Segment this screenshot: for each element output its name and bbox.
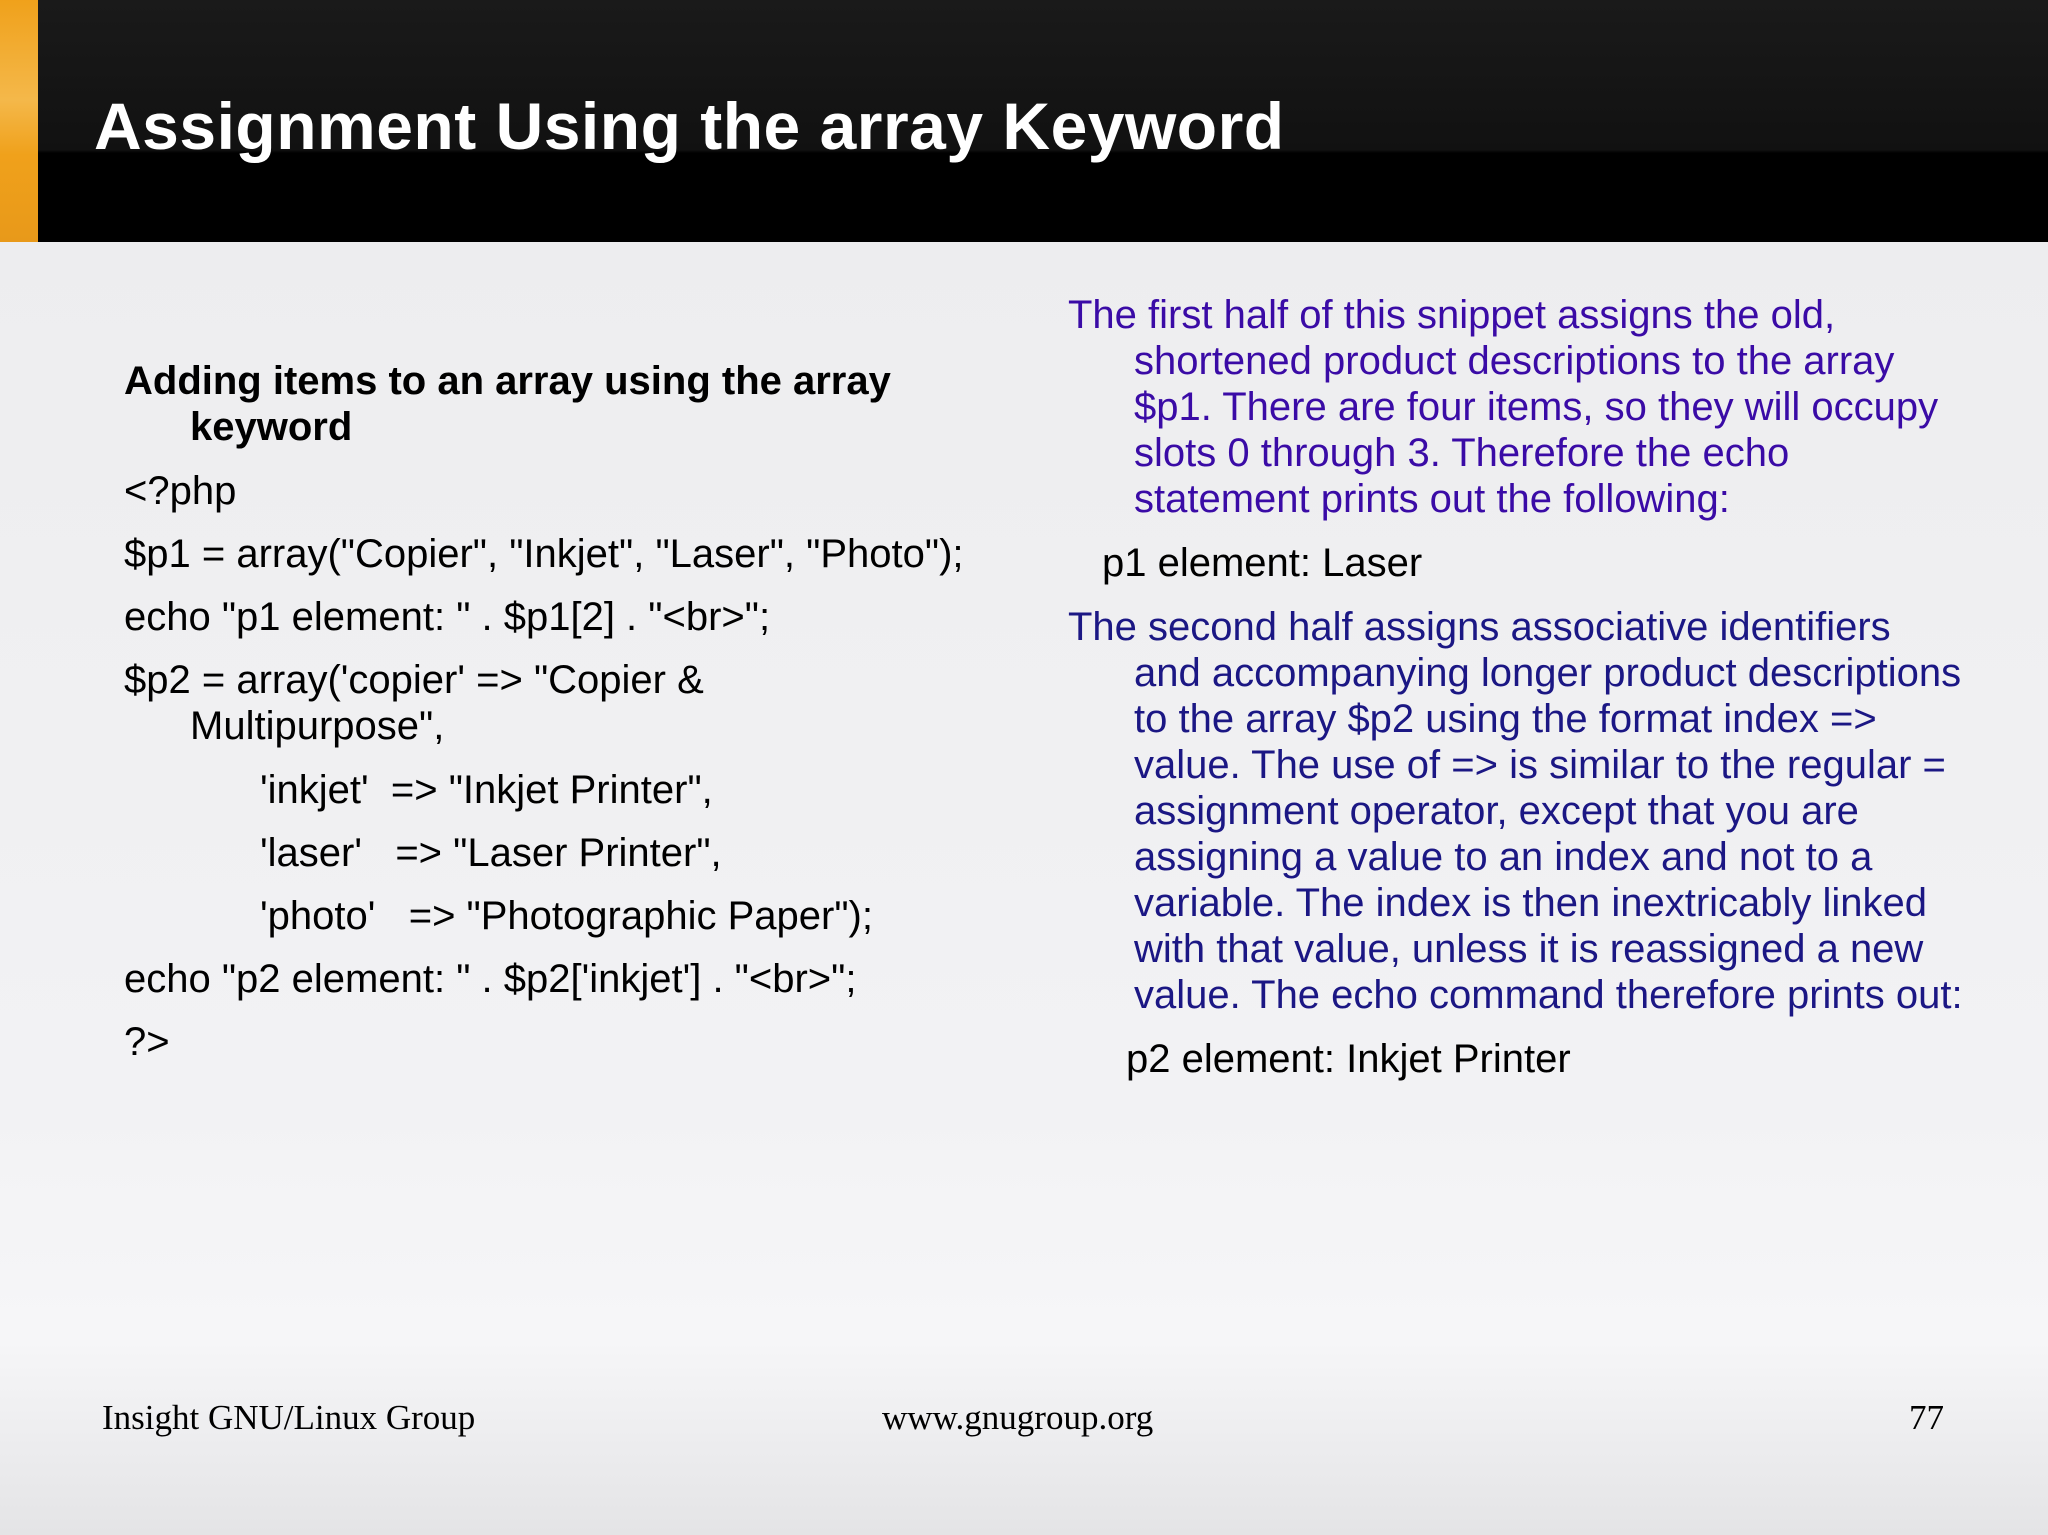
code-line: 'photo' => "Photographic Paper");	[260, 894, 873, 938]
code-line: $p2 = array('copier' => "Copier & Multipurpose",	[124, 658, 704, 748]
accent-bar	[0, 0, 38, 242]
code-line: ?>	[124, 1020, 170, 1064]
code-heading: Adding items to an array using the array keyword	[124, 359, 891, 449]
footer-organization: Insight GNU/Linux Group	[102, 1398, 476, 1437]
code-line: 'inkjet' => "Inkjet Printer",	[260, 768, 713, 812]
output-line-2: p2 element: Inkjet Printer	[1126, 1037, 1571, 1081]
explanation-paragraph-2: The second half assigns associative identifiers and accompanying longer product descriptions to the array $p2 using the format index => value. The use of => is similar to the regular = assignment operator, except that you are assigning a value to an index and not to a variable. The index is then inextricably linked with that value, unless it is reassigned a new value. The echo command therefore prints out:	[1068, 605, 1963, 1017]
code-line: <?php	[124, 469, 237, 513]
code-line: echo "p2 element: " . $p2['inkjet'] . "<br>";	[124, 957, 857, 1001]
page-number: 77	[1909, 1398, 1944, 1437]
output-line-1: p1 element: Laser	[1102, 541, 1423, 585]
slide-title: Assignment Using the array Keyword	[94, 89, 1285, 163]
code-line: echo "p1 element: " . $p1[2] . "<br>";	[124, 595, 771, 639]
explanation-column	[1068, 292, 1968, 1082]
code-line: $p1 = array("Copier", "Inkjet", "Laser", "Photo");	[124, 532, 964, 576]
code-line: 'laser' => "Laser Printer",	[260, 831, 722, 875]
explanation-paragraph-1: The first half of this snippet assigns the old, shortened product descriptions to the array $p1. There are four items, so they will occupy slots 0 through 3. Therefore the echo statement prints out the following:	[1068, 293, 1939, 521]
footer-website: www.gnugroup.org	[882, 1398, 1154, 1437]
code-column	[124, 358, 1024, 1065]
